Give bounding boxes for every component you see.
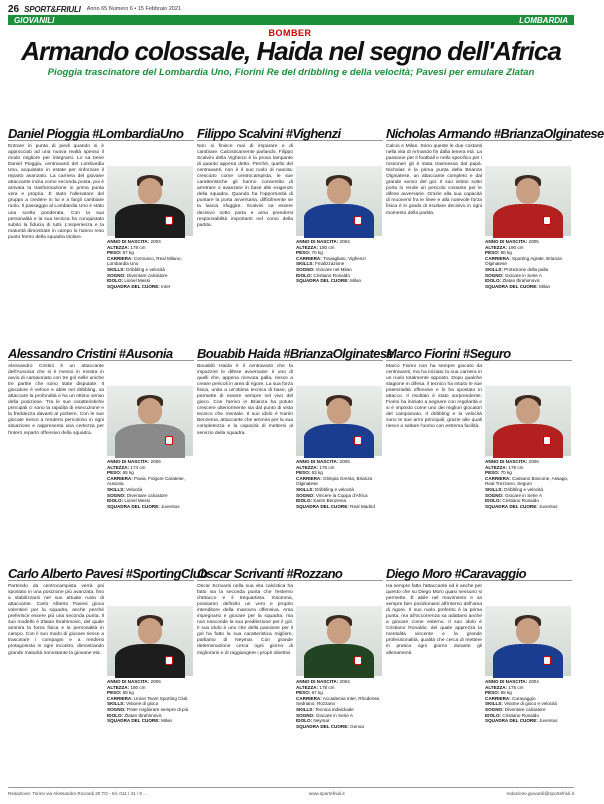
player-card-body: [197, 584, 383, 774]
player-fact-value: Poter migliorare sempre di più: [125, 706, 189, 712]
player-fact-value: 176 cm: [318, 464, 335, 470]
player-fact-label: SKILLS:: [107, 266, 125, 272]
player-fact-line: [107, 284, 194, 290]
player-fact-value: Milan: [348, 278, 362, 284]
player-fact-label: SOGNO:: [107, 492, 126, 498]
player-head: [138, 618, 162, 644]
player-fact-value: Cristiano Ronaldo: [501, 712, 539, 718]
player-fact-label: SKILLS:: [296, 486, 314, 492]
player-fact-label: ALTEZZA:: [485, 464, 508, 470]
player-fact-label: CARRIERA:: [107, 695, 133, 701]
player-card-body: [8, 584, 194, 774]
player-fact-value: 63 kg: [310, 470, 323, 476]
player-fact-value: Dribbling e velocità: [313, 486, 354, 492]
player-photo: [107, 386, 193, 456]
player-fact-line: [107, 256, 194, 267]
player-fact-label: IDOLO:: [296, 718, 313, 724]
player-fact-value: Caravaggio: [510, 695, 536, 701]
player-fact-value: 2006: [527, 459, 539, 464]
player-fact-value: 2004: [149, 239, 161, 244]
player-fact-value: 180 cm: [129, 684, 146, 690]
player-fact-value: Zlatan Ibrahimovic: [123, 712, 162, 718]
player-facts: [107, 679, 194, 724]
page-footer: [8, 787, 574, 797]
player-article-text: Bouabib Haida è il centravanti che fa impazzire le difese avversarie: è uno di quelli che, appena ricevuta palla, riesce a creare pericoli in area di rigore. La sua forza fisica, unita a un'ottima tecnica di base, gli permette di essere sempre nel vivo del gioco. Con l'arrivo in Brianza ha potuto crescere ulteriormente sia dal punto di vista tecnico che mentale. Il suo idolo è Karim Benzema, attaccante che ammira per la sua completezza e la capacità di mettersi al servizio della squadra.: [197, 364, 293, 436]
player-article-text: Partendo da centrocampista verrà poi spostato in una posizione più avanzata, fino a stabilizzarsi nel suo attuale ruolo di attaccante. Carlo Alberto Pavesi gioca volentieri per la squadra, anche perché preferisce essere più una seconda punta. Il suo modello è Zlatan Ibrahimovic, del quale ammira la forza fisica e la personalità in campo. Con il suo modo di giocare riesce a trascinare i compagni e a rendersi protagonista in ogni incontro, dimostrando grande maturità nonostante la giovane età.: [8, 584, 104, 656]
player-fact-value: Neymar: [312, 718, 330, 724]
player-fact-value: Finalizzazione: [313, 261, 345, 267]
player-fact-value: 2006: [149, 459, 161, 464]
player-fact-value: Travagliato, Vighenzi: [321, 255, 366, 261]
player-name: Oscar Scrivanti #Rozzano: [197, 566, 383, 581]
newspaper-logo: SPORT&FRIULI: [24, 4, 81, 14]
player-name: Diego Moro #Caravaggio: [386, 566, 572, 581]
player-fact-value: 70 kg: [499, 470, 512, 476]
player-facts: [107, 239, 194, 289]
player-facts: [107, 459, 194, 509]
player-fact-value: Genoa: [348, 723, 364, 729]
player-fact-label: IDOLO:: [296, 498, 313, 504]
player-fact-label: CARRIERA:: [296, 695, 322, 701]
player-fact-label: PESO:: [107, 470, 122, 476]
page-header: [8, 3, 574, 15]
player-fact-value: Visione di gioco: [124, 701, 159, 707]
player-fact-line: [296, 724, 383, 730]
player-fact-label: PESO:: [485, 690, 500, 696]
player-fact-label: ANNO DI NASCITA:: [485, 239, 528, 244]
player-fact-label: SOGNO:: [296, 266, 315, 272]
player-fact-value: 80 kg: [499, 250, 512, 256]
player-fact-line: [107, 504, 194, 510]
player-card-5: [197, 346, 394, 554]
player-fact-value: 65 kg: [121, 470, 134, 476]
club-badge-icon: [354, 216, 362, 225]
player-fact-value: 174 cm: [129, 464, 146, 470]
player-fact-label: SQUADRA DEL CUORE:: [107, 283, 160, 289]
player-card-body: [197, 364, 383, 554]
section-band: [8, 15, 574, 25]
player-fact-label: SOGNO:: [107, 272, 126, 278]
player-fact-value: 178 cm: [507, 464, 524, 470]
player-fact-label: IDOLO:: [107, 278, 124, 284]
player-fact-value: Karim Benzema: [312, 498, 347, 504]
player-card-body: [8, 364, 194, 554]
player-fact-label: CARRIERA:: [296, 255, 322, 261]
player-fact-label: ANNO DI NASCITA:: [296, 679, 339, 684]
player-facts: [485, 459, 572, 509]
player-fact-value: 178 cm: [318, 684, 335, 690]
player-fact-label: IDOLO:: [485, 498, 502, 504]
player-fact-value: Cristiano Ronaldo: [501, 498, 539, 504]
player-fact-label: ANNO DI NASCITA:: [296, 239, 339, 244]
player-fact-label: CARRIERA:: [485, 255, 511, 261]
player-fact-label: CARRIERA:: [107, 255, 133, 261]
player-shirt: [493, 424, 563, 458]
player-photo: [296, 386, 382, 456]
player-fact-label: PESO:: [107, 690, 122, 696]
player-photo: [107, 606, 193, 676]
player-shirt: [304, 644, 374, 678]
player-fact-value: Cassano Boscone, Assago, Real Trezzano, Seguro: [485, 475, 569, 487]
player-fact-line: [107, 718, 194, 724]
player-fact-value: Lionel Messi: [123, 498, 150, 504]
article-headline: Armando colossale, Haida nel segno dell'Africa: [21, 36, 561, 66]
player-fact-value: Cernusco, Real Milano, Lombardia Uno: [107, 255, 182, 267]
player-fact-value: Zlatan Ibrahimovic: [501, 278, 540, 284]
player-fact-line: [296, 476, 383, 487]
player-shirt: [115, 204, 185, 238]
player-fact-label: SKILLS:: [485, 266, 503, 272]
player-card-body: [8, 144, 194, 334]
player-head: [516, 398, 540, 424]
player-fact-line: [296, 278, 383, 284]
player-fact-label: ALTEZZA:: [107, 684, 130, 690]
player-fact-value: Lionel Messi: [123, 278, 150, 284]
player-fact-label: SOGNO:: [485, 272, 504, 278]
player-fact-label: SOGNO:: [485, 706, 504, 712]
player-fact-value: Sporting Agrate, Brianza Olginatese: [485, 255, 562, 267]
footer-left: Redazione: Torino via Alessandro Riccardi 20 TO - tel. 011 / 41 / 9 ...: [8, 791, 148, 796]
player-fact-label: SQUADRA DEL CUORE:: [107, 718, 160, 724]
player-fact-value: 175 cm: [507, 684, 524, 690]
issue-info: Anno 65 Numero 6 • 15 Febbraio 2021: [86, 6, 181, 12]
player-fact-value: Dribbling e velocità: [124, 266, 165, 272]
player-fact-label: SQUADRA DEL CUORE:: [296, 278, 349, 284]
player-head: [327, 618, 351, 644]
player-fact-value: Juventus: [159, 503, 180, 509]
player-facts: [296, 459, 383, 509]
player-fact-value: 69 kg: [121, 690, 134, 696]
player-fact-label: ALTEZZA:: [485, 684, 508, 690]
player-fact-label: SKILLS:: [107, 701, 125, 707]
player-fact-label: CARRIERA:: [485, 475, 511, 481]
player-card-3: [386, 126, 604, 334]
player-shirt: [304, 424, 374, 458]
player-fact-value: Milan: [537, 283, 551, 289]
player-fact-value: Cristiano Ronaldo: [312, 272, 350, 278]
player-fact-label: IDOLO:: [107, 498, 124, 504]
club-badge-icon: [543, 656, 551, 665]
player-card-body: [386, 364, 572, 554]
player-fact-value: Vincere la Coppa d'Africa: [314, 492, 368, 498]
player-fact-label: PESO:: [296, 690, 311, 696]
player-fact-label: ALTEZZA:: [296, 244, 319, 250]
player-fact-label: SQUADRA DEL CUORE:: [107, 503, 160, 509]
player-fact-label: PESO:: [485, 250, 500, 256]
player-fact-value: Juventus: [537, 503, 558, 509]
player-fact-value: Velocità: [124, 486, 143, 492]
player-fact-label: SQUADRA DEL CUORE:: [485, 283, 538, 289]
player-fact-value: 70 kg: [310, 250, 323, 256]
player-article-text: Non si finisce mai di imparare e di cambiare. Calcisticamente parlando, Filippo Scalvini della Vighenzi è la prova lampante di quanto appena detto. Perché, quello del centravanti, non è il suo ruolo di nascita: cresciuto come centrocampista, le sue caratteristiche gli hanno consentito di arretrare o avanzare in base alle esigenze della squadra. Quando ha l'opportunità di puntare la porta avversaria, difficilmente se la lascia sfuggire. Scalvini sa essere decisivo sotto porta e ama prendersi responsabilità importanti nel corso della partita.: [197, 144, 293, 228]
player-fact-label: ANNO DI NASCITA:: [485, 459, 528, 464]
player-name: Daniel Pioggia #LombardiaUno: [8, 126, 194, 141]
player-facts: [485, 239, 572, 289]
player-fact-line: [485, 718, 572, 724]
player-fact-value: Diventare calciatore: [125, 272, 168, 278]
player-photo: [296, 166, 382, 236]
player-card-7: [8, 566, 208, 774]
player-fact-line: [485, 476, 572, 487]
club-badge-icon: [165, 436, 173, 445]
player-article-text: Alessandro Cristini è un attaccante dell'Ausonia che si è messo in mostra in avvio di campionato con tre gol nelle uniche tre partite che sono state disputate. Il giocatore è veloce e abile nel dribbling, sa attaccare la profondità e ha un ottimo senso della posizione. Tra le sue caratteristiche principali ci sono la rapidità di esecuzione e la freddezza davanti al portiere. Con le sue giocate riesce a rendersi pericoloso in ogni situazione e rappresenta una certezza per l'intero reparto offensivo della squadra.: [8, 364, 104, 436]
player-head: [327, 178, 351, 204]
article-subhead: Pioggia trascinatore del Lombardia Uno, Fiorini Re del dribbling e della velocità; Pavesi per emulare Zlatan: [47, 67, 535, 78]
player-name: Alessandro Cristini #Ausonia: [8, 346, 194, 361]
player-card-4: [8, 346, 194, 554]
player-fact-value: 178 cm: [129, 244, 146, 250]
player-fact-label: SOGNO:: [296, 492, 315, 498]
player-fact-value: Union Team Sporting Club: [132, 695, 188, 701]
player-facts: [485, 679, 572, 724]
club-badge-icon: [543, 216, 551, 225]
player-fact-value: 2004: [527, 679, 539, 684]
player-shirt: [115, 644, 185, 678]
player-fact-value: Protezione della palla: [502, 266, 549, 272]
player-fact-label: ALTEZZA:: [107, 464, 130, 470]
player-fact-label: SOGNO:: [107, 706, 126, 712]
player-fact-line: [485, 504, 572, 510]
player-shirt: [115, 424, 185, 458]
footer-center: www.sportefriuli.it: [308, 791, 345, 796]
player-fact-label: PESO:: [485, 470, 500, 476]
player-fact-label: SOGNO:: [296, 712, 315, 718]
player-name: Marco Fiorini #Seguro: [386, 346, 572, 361]
player-head: [516, 178, 540, 204]
player-fact-value: 2004: [338, 239, 350, 244]
page-number: 26: [8, 3, 20, 15]
player-head: [327, 398, 351, 424]
player-card-8: [197, 566, 383, 774]
club-badge-icon: [165, 656, 173, 665]
player-fact-value: Milan: [159, 718, 173, 724]
player-fact-label: PESO:: [296, 470, 311, 476]
section-right-label: LOMBARDIA: [519, 15, 568, 25]
player-shirt: [493, 204, 563, 238]
player-fact-label: PESO:: [107, 250, 122, 256]
player-head: [516, 618, 540, 644]
player-article-text: Oscar Scrivanti nella sua vita calcistica ha fatto sia la seconda punta che l'esterno d'attacco e il trequartista. Insomma, possiamo definirlo un vero e proprio intenditore della manovra offensiva. Ama impegnarsi e giocare per la squadra, ma non nasconde la sua predilezione per il gol. Il suo idolo è uno che della passione per il gol ha fatto la sua caratteristica migliore, parliamo di Neymar. Con grande determinazione cerca ogni giorno di migliorarsi e di raggiungere i propri obiettivi.: [197, 584, 293, 656]
player-fact-line: [107, 476, 194, 487]
player-fact-label: ALTEZZA:: [485, 244, 508, 250]
player-facts: [296, 679, 383, 729]
player-shirt: [493, 644, 563, 678]
club-badge-icon: [354, 436, 362, 445]
player-fact-value: Diventare calciatore: [125, 492, 168, 498]
player-head: [138, 398, 162, 424]
player-fact-label: ANNO DI NASCITA:: [107, 679, 150, 684]
player-fact-value: Inter: [159, 283, 171, 289]
player-fact-label: CARRIERA:: [485, 695, 511, 701]
player-name: Nicholas Armando #BrianzaOlginatese: [386, 126, 604, 141]
player-fact-value: Pavia, Folgore Caratese, Ausonia: [107, 475, 185, 487]
player-article-text: Ha sempre fatto l'attaccante ed è anche per questo che su Diego Moro quasi nessuno si permette. È abile nel movimento e sa sempre ben posizionarsi all'interno dell'area di rigore. Il suo ruolo preferito è la prima punta, ma all'occorrenza sa adattarsi anche a giocare come esterno. Il suo idolo è Cristiano Ronaldo, del quale apprezza la mentalità vincente e la grande professionalità, qualità che cerca di mettere in pratica ogni giorno durante gli allenamenti.: [386, 584, 482, 656]
player-fact-value: 2005: [338, 459, 350, 464]
player-fact-label: ANNO DI NASCITA:: [107, 459, 150, 464]
player-fact-value: 2004: [338, 679, 350, 684]
player-fact-label: SKILLS:: [296, 261, 314, 267]
player-fact-label: IDOLO:: [296, 272, 313, 278]
player-article-text: Marco Fiorini non ha sempre giocato da centravanti, ma ha iniziato la sua carriera in un ruolo totalmente opposto. Dopo qualche stagione in difesa, il tecnico ha intuito le sue potenzialità offensive e lo ha spostato in attacco. Il risultato è stato sorprendente: Fiorini ha iniziato a segnare con regolarità e si è imposto come uno dei migliori giocatori del campionato. Il dribbling e la velocità sono le sue armi principali, grazie alle quali riesce a saltare l'uomo con estrema facilità.: [386, 364, 482, 430]
player-fact-label: SKILLS:: [107, 486, 125, 492]
club-badge-icon: [165, 216, 173, 225]
player-fact-label: PESO:: [296, 250, 311, 256]
player-card-body: [386, 144, 572, 334]
player-fact-value: Giocare in Serie A: [503, 492, 542, 498]
player-name: Carlo Alberto Pavesi #SportingClub: [8, 566, 208, 581]
player-fact-value: Olimpia Grenta, Brianza Olginatese: [296, 475, 373, 487]
player-fact-value: Giocare in Serie A: [503, 272, 542, 278]
player-fact-label: CARRIERA:: [107, 475, 133, 481]
player-fact-value: Diventare calciatore: [503, 706, 546, 712]
player-article-text: Calcio e Milan. Sono queste le due costanti nella vita di Armando fin dalla tenera età. La passione per il football e nello specifico per i rossoneri gli è stata trasmessa dal papà. Nicholas è la prima punta della Brianza Olginatese, un attaccante completo e dal grande senso del gol. Il suo istinto sotto porta lo rende un pericolo costante per le difese avversarie. Grazie alla sua capacità di muoversi fra le linee e alla notevole forza fisica è in grado di risultare decisivo in ogni momento della partita.: [386, 144, 482, 216]
player-article-text: Entrare in punta di piedi quando si è approcciati ad una nuova realtà spesso il modo migliore per integrarsi. Lo sa bene Daniel Pioggia, centravanti del Lombardia Uno, acquistato in estate per rinforzare il reparto avanzato. La carriera del giovane attaccante inizia come seconda punta, poi è arrivata la trasformazione in prima punta vera e propria. È stato l'allenatore del gruppo a credere in lui e a fargli cambiare ruolo. Il passaggio al Lombardia Uno è stato una scelta ponderata. Con la sua personalità e la sua tecnica ha conquistato subito la fiducia di tutti. L'esperienza e la maturità dimostrate in campo lo hanno reso punto fermo della squadra titolare.: [8, 144, 104, 240]
player-fact-value: Accademia Inter, Rhodense, Sedriano, Rozzano: [296, 695, 381, 707]
player-fact-value: Juventus: [537, 718, 558, 724]
player-name: Filippo Scalvini #Vighenzi: [197, 126, 383, 141]
player-fact-label: IDOLO:: [485, 278, 502, 284]
player-photo: [107, 166, 193, 236]
player-fact-value: Tecnica individuale: [313, 706, 354, 712]
player-fact-label: IDOLO:: [107, 712, 124, 718]
player-card-2: [197, 126, 383, 334]
club-badge-icon: [354, 656, 362, 665]
player-head: [138, 178, 162, 204]
player-fact-label: ANNO DI NASCITA:: [485, 679, 528, 684]
player-name: Bouabib Haida #BrianzaOlginatese: [197, 346, 394, 361]
player-fact-value: 2006: [149, 679, 161, 684]
player-fact-value: Real Madrid: [348, 503, 375, 509]
player-fact-label: IDOLO:: [485, 712, 502, 718]
club-badge-icon: [543, 436, 551, 445]
player-card-6: [386, 346, 572, 554]
player-fact-line: [485, 256, 572, 267]
footer-right: redazione.giovanili@sportefriuli.it: [506, 791, 574, 796]
player-card-body: [386, 584, 572, 774]
section-left-label: GIOVANILI: [14, 15, 55, 25]
player-fact-label: SOGNO:: [485, 492, 504, 498]
player-fact-label: SQUADRA DEL CUORE:: [296, 723, 349, 729]
player-fact-label: SKILLS:: [485, 701, 503, 707]
article-kicker: BOMBER: [268, 28, 312, 38]
player-fact-value: 2005: [527, 239, 539, 244]
player-fact-label: SKILLS:: [296, 706, 314, 712]
player-facts: [296, 239, 383, 284]
player-fact-value: 67 kg: [310, 690, 323, 696]
player-fact-label: CARRIERA:: [296, 475, 322, 481]
player-fact-label: ANNO DI NASCITA:: [107, 239, 150, 244]
player-fact-value: 190 cm: [507, 244, 524, 250]
player-fact-label: SQUADRA DEL CUORE:: [485, 503, 538, 509]
player-fact-label: ALTEZZA:: [296, 684, 319, 690]
player-fact-label: ALTEZZA:: [296, 464, 319, 470]
player-photo: [485, 606, 571, 676]
player-fact-value: Dribbling e velocità: [502, 486, 543, 492]
player-fact-label: ALTEZZA:: [107, 244, 130, 250]
player-photo: [296, 606, 382, 676]
player-fact-label: SQUADRA DEL CUORE:: [485, 718, 538, 724]
player-fact-label: SQUADRA DEL CUORE:: [296, 503, 349, 509]
player-photo: [485, 166, 571, 236]
player-fact-label: SKILLS:: [485, 486, 503, 492]
player-photo: [485, 386, 571, 456]
player-fact-label: ANNO DI NASCITA:: [296, 459, 339, 464]
player-card-body: [197, 144, 383, 334]
player-card-1: [8, 126, 194, 334]
player-fact-value: 180 cm: [318, 244, 335, 250]
player-fact-value: 67 kg: [121, 250, 134, 256]
player-fact-line: [296, 696, 383, 707]
player-fact-value: Visione di gioco e velocità: [502, 701, 557, 707]
player-fact-value: Giocare nel Milan: [314, 266, 352, 272]
player-fact-value: 65 kg: [499, 690, 512, 696]
player-fact-line: [296, 504, 383, 510]
player-fact-line: [485, 284, 572, 290]
player-shirt: [304, 204, 374, 238]
player-fact-value: Giocare in Serie A: [314, 712, 353, 718]
player-card-9: [386, 566, 572, 774]
